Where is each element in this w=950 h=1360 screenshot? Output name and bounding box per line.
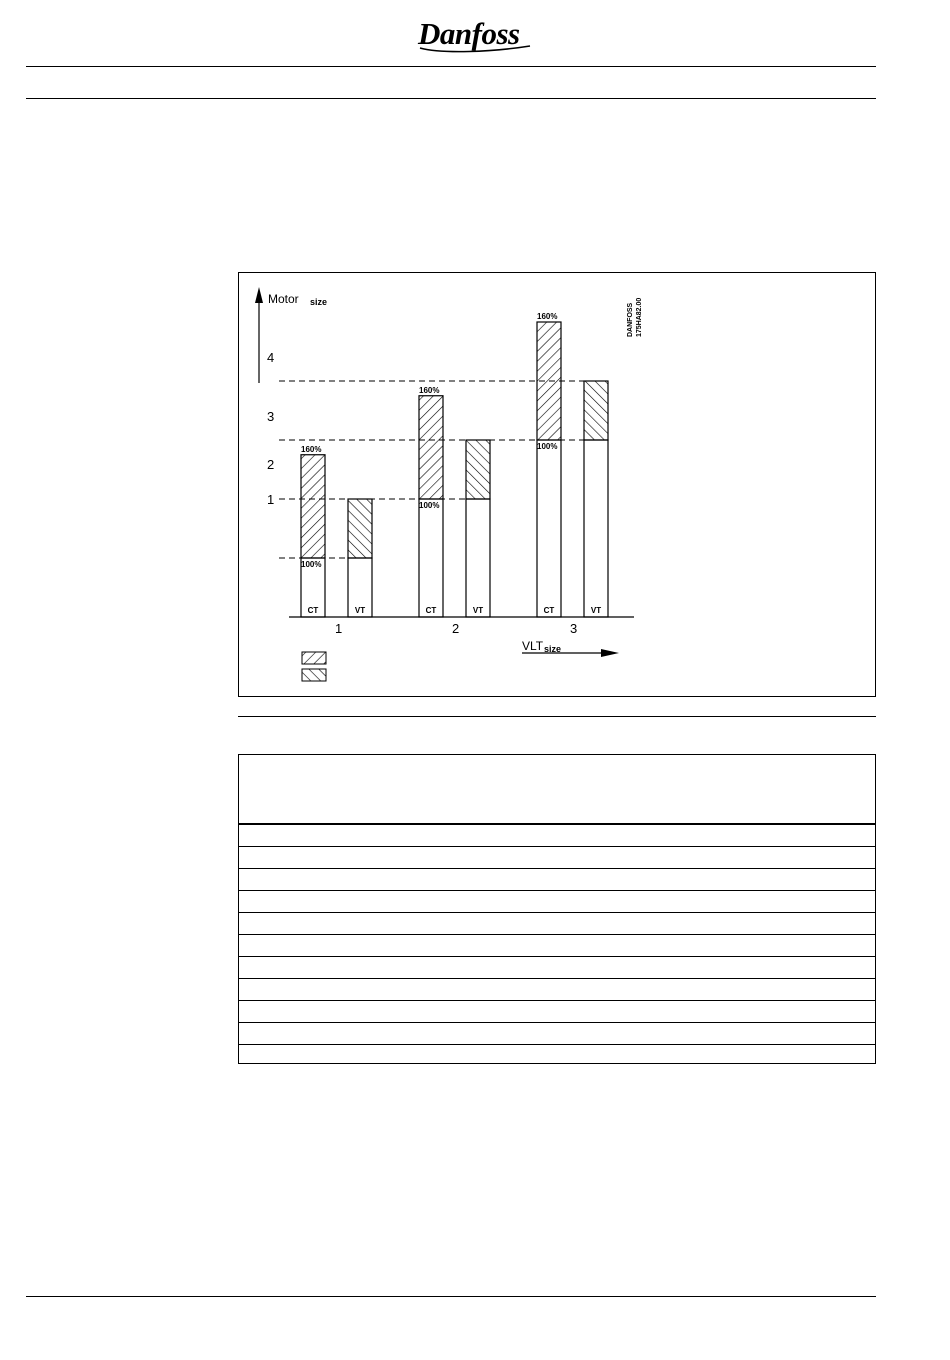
legend-swatch-vt [302,669,326,681]
bars-layer [279,312,608,617]
doc-code-line2: 175HA82.00 [636,297,643,337]
table-row [239,1023,875,1045]
group-label-1: 1 [335,621,343,636]
table-row [239,891,875,913]
bar-vt-3-overload [584,381,608,440]
table-row [239,1045,875,1066]
bar-vt-2-base [466,499,490,617]
table-row [239,935,875,957]
data-table [238,754,876,1064]
y-axis-arrow [255,287,263,303]
x-axis-label: VLT [522,639,544,653]
header-rule-bottom [26,98,876,99]
bar-ct-2-base [419,499,443,617]
percent-label-100-3: 100% [537,442,558,451]
bar-label-vt-3: VT [590,606,602,615]
percent-label-100-1: 100% [301,560,322,569]
section-rule [238,716,876,717]
header-rule-top [26,66,876,67]
y-axis-label: Motor [268,292,299,306]
bar-label-ct-1: CT [307,606,319,615]
logo-graphic [412,6,538,56]
footer-rule [26,1296,876,1297]
level-label-4: 4 [267,350,275,365]
logo-wordmark: Danfoss [418,16,520,51]
bar-ct-2-overload [419,396,443,499]
table-header [239,755,875,825]
table-row [239,913,875,935]
percent-label-160-2: 160% [419,385,440,395]
bar-ct-1-overload [301,455,325,558]
bar-label-vt-2: VT [472,606,484,615]
group-label-2: 2 [452,621,460,636]
table-row [239,1001,875,1023]
doc-code-line1: DANFOSS [627,302,634,337]
table-row [239,957,875,979]
y-axis-label-sub: size [310,297,328,307]
bar-ct-3-base [537,440,561,617]
bar-vt-2-overload [466,440,490,499]
x-axis-arrow [601,649,619,657]
percent-label-100-2: 100% [419,501,440,510]
table-row [239,847,875,869]
table-row [239,825,875,847]
table-row [239,869,875,891]
legend-swatch-ct [302,652,326,664]
table-row [239,979,875,1001]
motor-size-chart [239,273,875,696]
bar-label-ct-3: CT [543,606,555,615]
group-label-3: 3 [570,621,578,636]
bar-label-ct-2: CT [425,606,437,615]
level-label-1: 1 [267,492,275,507]
percent-label-160-3: 160% [537,312,558,321]
level-label-3: 3 [267,409,275,424]
x-axis-label-sub: size [544,644,562,654]
bar-vt-3-base [584,440,608,617]
bar-ct-3-overload [537,322,561,440]
level-label-2: 2 [267,457,275,472]
bar-label-vt-1: VT [354,606,366,615]
figure-frame [238,272,876,697]
percent-label-160-1: 160% [301,444,322,454]
danfoss-logo [412,6,538,56]
bar-vt-1-overload [348,499,372,558]
table-body [239,825,875,1066]
